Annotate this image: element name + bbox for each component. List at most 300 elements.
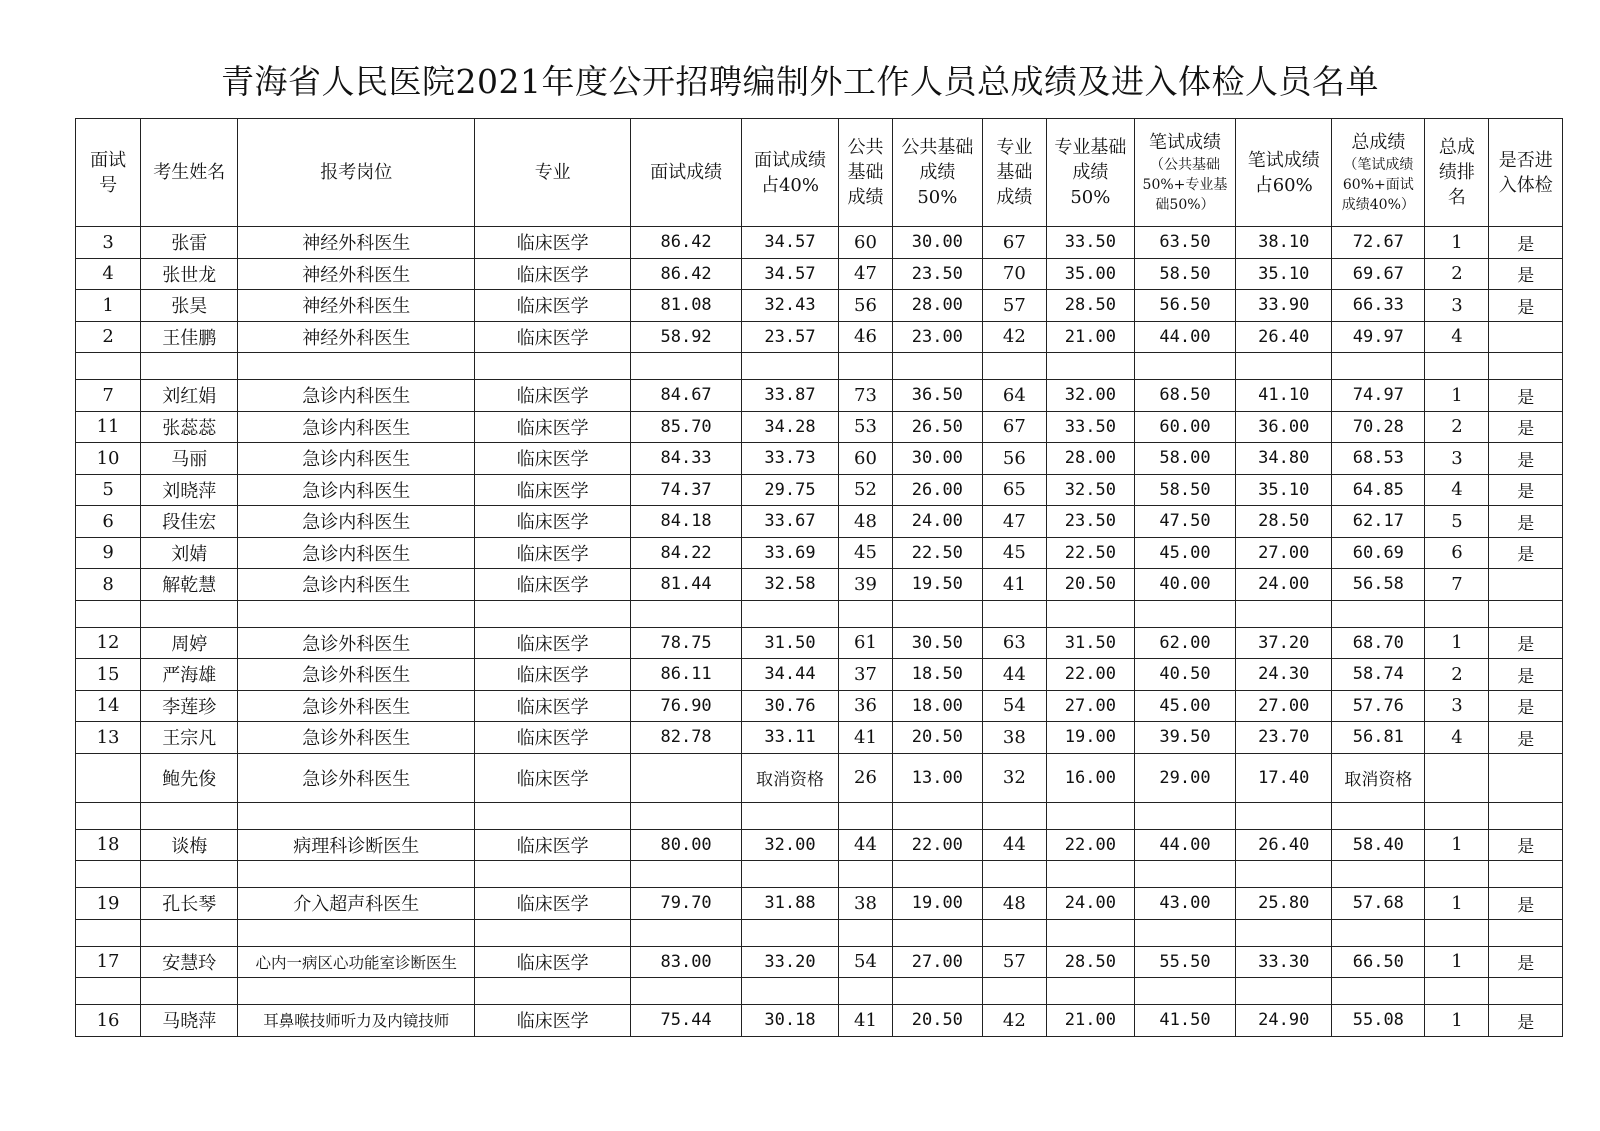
cell-written-score: 43.00: [1134, 888, 1235, 920]
cell-rank: 1: [1425, 1005, 1489, 1037]
cell-major-basic-50: [1046, 978, 1134, 1005]
cell-name: 李莲珍: [141, 690, 238, 722]
cell-public-basic: [839, 978, 893, 1005]
cell-total-score: 66.50: [1332, 946, 1425, 978]
cell-physical-exam: [1489, 753, 1563, 802]
cell-total-score: 74.97: [1332, 380, 1425, 412]
cell-rank: 2: [1425, 659, 1489, 691]
cell-public-basic: 36: [839, 690, 893, 722]
cell-major-basic: [982, 919, 1046, 946]
cell-interview-no: [76, 600, 141, 627]
cell-physical-exam: [1489, 321, 1563, 353]
cell-major: [475, 978, 631, 1005]
table-row: [76, 258, 1563, 290]
cell-written-score: [1134, 600, 1235, 627]
table-row: [76, 227, 1563, 259]
cell-public-basic-50: [892, 861, 982, 888]
cell-public-basic: [839, 600, 893, 627]
cell-written-score: 45.00: [1134, 537, 1235, 569]
cell-written-score: 29.00: [1134, 753, 1235, 802]
cell-interview-40: 29.75: [741, 474, 838, 506]
cell-interview-40: [741, 919, 838, 946]
table-row: [76, 722, 1563, 754]
cell-total-score: 64.85: [1332, 474, 1425, 506]
cell-interview-no: 6: [76, 506, 141, 538]
cell-major-basic: 44: [982, 659, 1046, 691]
cell-total-score: [1332, 919, 1425, 946]
cell-physical-exam: [1489, 919, 1563, 946]
cell-name: 张雷: [141, 227, 238, 259]
cell-rank: [1425, 978, 1489, 1005]
cell-rank: 7: [1425, 569, 1489, 601]
cell-name: 段佳宏: [141, 506, 238, 538]
cell-rank: 3: [1425, 443, 1489, 475]
cell-written-60: [1236, 919, 1332, 946]
cell-physical-exam: 是: [1489, 888, 1563, 920]
cell-total-score: [1332, 861, 1425, 888]
cell-physical-exam: 是: [1489, 443, 1563, 475]
cell-name: 鲍先俊: [141, 753, 238, 802]
cell-public-basic: 60: [839, 443, 893, 475]
cell-interview-no: 12: [76, 627, 141, 659]
cell-public-basic-50: 27.00: [892, 946, 982, 978]
cell-total-score: 58.40: [1332, 829, 1425, 861]
cell-major-basic-50: [1046, 919, 1134, 946]
cell-written-60: 38.10: [1236, 227, 1332, 259]
cell-written-score: 58.50: [1134, 474, 1235, 506]
cell-written-60: 37.20: [1236, 627, 1332, 659]
table-row: [76, 946, 1563, 978]
spacer-row: [76, 978, 1563, 1005]
cell-name: 刘红娟: [141, 380, 238, 412]
cell-name: 张昊: [141, 290, 238, 322]
table-body: [76, 227, 1563, 1037]
cell-name: [141, 802, 238, 829]
cell-physical-exam: [1489, 978, 1563, 1005]
cell-position: 急诊外科医生: [238, 722, 475, 754]
cell-physical-exam: 是: [1489, 722, 1563, 754]
cell-written-60: [1236, 978, 1332, 1005]
cell-major-basic: 56: [982, 443, 1046, 475]
cell-major-basic: 42: [982, 321, 1046, 353]
cell-physical-exam: [1489, 861, 1563, 888]
cell-name: 解乾慧: [141, 569, 238, 601]
cell-public-basic: 46: [839, 321, 893, 353]
cell-public-basic-50: 30.50: [892, 627, 982, 659]
cell-total-score: [1332, 353, 1425, 380]
cell-major-basic: 67: [982, 411, 1046, 443]
cell-interview-no: 1: [76, 290, 141, 322]
cell-physical-exam: 是: [1489, 474, 1563, 506]
cell-interview-40: 33.73: [741, 443, 838, 475]
cell-interview-score: 81.08: [631, 290, 742, 322]
cell-written-score: 39.50: [1134, 722, 1235, 754]
cell-total-score: [1332, 802, 1425, 829]
cell-major-basic-50: 22.50: [1046, 537, 1134, 569]
cell-written-score: 56.50: [1134, 290, 1235, 322]
cell-interview-no: 15: [76, 659, 141, 691]
cell-position: 急诊外科医生: [238, 753, 475, 802]
cell-position: [238, 978, 475, 1005]
cell-interview-no: 16: [76, 1005, 141, 1037]
cell-name: 周婷: [141, 627, 238, 659]
cell-public-basic: 47: [839, 258, 893, 290]
cell-total-score: 69.67: [1332, 258, 1425, 290]
cell-major-basic: [982, 600, 1046, 627]
cell-total-score: 62.17: [1332, 506, 1425, 538]
cell-name: [141, 978, 238, 1005]
cell-public-basic: [839, 919, 893, 946]
cell-major-basic-50: 35.00: [1046, 258, 1134, 290]
header-public-basic: 公共基础成绩: [839, 119, 893, 227]
cell-rank: [1425, 919, 1489, 946]
cell-written-60: 23.70: [1236, 722, 1332, 754]
cell-public-basic-50: [892, 978, 982, 1005]
header-total-score: 总成绩 （笔试成绩60%+面试成绩40%）: [1332, 119, 1425, 227]
cell-public-basic: [839, 861, 893, 888]
cell-major-basic: 57: [982, 290, 1046, 322]
cell-public-basic: [839, 802, 893, 829]
cell-name: [141, 600, 238, 627]
cell-physical-exam: 是: [1489, 290, 1563, 322]
table-row: [76, 321, 1563, 353]
cell-public-basic-50: 23.00: [892, 321, 982, 353]
cell-position: 急诊内科医生: [238, 443, 475, 475]
cell-public-basic: 60: [839, 227, 893, 259]
cell-written-60: 35.10: [1236, 474, 1332, 506]
cell-major: 临床医学: [475, 537, 631, 569]
cell-position: 急诊内科医生: [238, 411, 475, 443]
cell-name: 严海雄: [141, 659, 238, 691]
cell-major-basic-50: 33.50: [1046, 411, 1134, 443]
cell-written-score: [1134, 919, 1235, 946]
cell-interview-score: 79.70: [631, 888, 742, 920]
cell-interview-40: 33.11: [741, 722, 838, 754]
cell-major: [475, 353, 631, 380]
header-written-score: 笔试成绩 （公共基础50%+专业基础50%）: [1134, 119, 1235, 227]
cell-name: 安慧玲: [141, 946, 238, 978]
cell-major-basic: 67: [982, 227, 1046, 259]
cell-position: 神经外科医生: [238, 290, 475, 322]
cell-major-basic-50: [1046, 861, 1134, 888]
cell-written-score: 40.00: [1134, 569, 1235, 601]
cell-public-basic: 37: [839, 659, 893, 691]
cell-written-60: 41.10: [1236, 380, 1332, 412]
table-row: [76, 537, 1563, 569]
cell-written-60: 17.40: [1236, 753, 1332, 802]
cell-interview-score: 76.90: [631, 690, 742, 722]
spacer-row: [76, 802, 1563, 829]
cell-position: [238, 802, 475, 829]
cell-written-60: [1236, 600, 1332, 627]
cell-major: 临床医学: [475, 829, 631, 861]
cell-public-basic-50: [892, 919, 982, 946]
table-row: [76, 474, 1563, 506]
table-row: [76, 1005, 1563, 1037]
cell-total-score: 68.53: [1332, 443, 1425, 475]
cell-physical-exam: 是: [1489, 258, 1563, 290]
table-row: [76, 659, 1563, 691]
cell-major-basic-50: 21.00: [1046, 321, 1134, 353]
cell-name: [141, 353, 238, 380]
cell-public-basic: 56: [839, 290, 893, 322]
cell-public-basic-50: [892, 353, 982, 380]
cell-total-score: 57.68: [1332, 888, 1425, 920]
cell-interview-no: 7: [76, 380, 141, 412]
cell-major: 临床医学: [475, 411, 631, 443]
cell-written-60: 24.90: [1236, 1005, 1332, 1037]
cell-written-score: 55.50: [1134, 946, 1235, 978]
cell-physical-exam: 是: [1489, 227, 1563, 259]
cell-major-basic-50: 19.00: [1046, 722, 1134, 754]
cell-position: 神经外科医生: [238, 258, 475, 290]
cell-major: 临床医学: [475, 474, 631, 506]
cell-rank: 5: [1425, 506, 1489, 538]
cell-physical-exam: 是: [1489, 659, 1563, 691]
cell-interview-40: 34.44: [741, 659, 838, 691]
cell-public-basic: 54: [839, 946, 893, 978]
cell-written-score: 58.00: [1134, 443, 1235, 475]
cell-public-basic: 61: [839, 627, 893, 659]
cell-interview-score: [631, 978, 742, 1005]
cell-interview-40: 34.28: [741, 411, 838, 443]
cell-public-basic: 45: [839, 537, 893, 569]
cell-rank: [1425, 753, 1489, 802]
cell-position: 神经外科医生: [238, 321, 475, 353]
cell-physical-exam: 是: [1489, 411, 1563, 443]
cell-major-basic-50: 22.00: [1046, 659, 1134, 691]
cell-interview-40: [741, 861, 838, 888]
cell-public-basic-50: 20.50: [892, 722, 982, 754]
cell-major-basic: 38: [982, 722, 1046, 754]
cell-name: 刘婧: [141, 537, 238, 569]
cell-major: 临床医学: [475, 227, 631, 259]
cell-rank: 4: [1425, 321, 1489, 353]
spacer-row: [76, 600, 1563, 627]
cell-written-score: 44.00: [1134, 829, 1235, 861]
cell-name: 王宗凡: [141, 722, 238, 754]
cell-interview-score: 80.00: [631, 829, 742, 861]
cell-major-basic: [982, 861, 1046, 888]
cell-written-60: 34.80: [1236, 443, 1332, 475]
header-rank: 总成绩排名: [1425, 119, 1489, 227]
cell-position: [238, 600, 475, 627]
cell-position: 急诊内科医生: [238, 569, 475, 601]
table-row: [76, 411, 1563, 443]
header-major-basic-50: 专业基础成绩50%: [1046, 119, 1134, 227]
cell-public-basic-50: 28.00: [892, 290, 982, 322]
cell-interview-40: 33.87: [741, 380, 838, 412]
cell-physical-exam: 是: [1489, 380, 1563, 412]
cell-major-basic: 57: [982, 946, 1046, 978]
cell-physical-exam: 是: [1489, 506, 1563, 538]
cell-public-basic-50: 26.50: [892, 411, 982, 443]
cell-interview-40: 30.76: [741, 690, 838, 722]
cell-physical-exam: 是: [1489, 627, 1563, 659]
cell-interview-score: 85.70: [631, 411, 742, 443]
table-row: [76, 443, 1563, 475]
cell-position: [238, 919, 475, 946]
cell-major-basic-50: [1046, 802, 1134, 829]
cell-major-basic: 44: [982, 829, 1046, 861]
cell-total-score: 55.08: [1332, 1005, 1425, 1037]
cell-interview-score: 81.44: [631, 569, 742, 601]
cell-written-score: [1134, 802, 1235, 829]
cell-interview-no: [76, 919, 141, 946]
cell-total-score: [1332, 978, 1425, 1005]
header-row: [76, 119, 1563, 227]
cell-interview-score: [631, 802, 742, 829]
cell-position: [238, 861, 475, 888]
cell-name: 张世龙: [141, 258, 238, 290]
cell-major-basic: 32: [982, 753, 1046, 802]
cell-major: 临床医学: [475, 569, 631, 601]
cell-total-score: 58.74: [1332, 659, 1425, 691]
cell-rank: 3: [1425, 690, 1489, 722]
cell-physical-exam: [1489, 353, 1563, 380]
cell-written-score: 41.50: [1134, 1005, 1235, 1037]
cell-major: 临床医学: [475, 380, 631, 412]
cell-total-score: 68.70: [1332, 627, 1425, 659]
cell-interview-no: [76, 353, 141, 380]
header-major-basic: 专业基础成绩: [982, 119, 1046, 227]
cell-interview-40: 31.88: [741, 888, 838, 920]
cell-interview-40: [741, 353, 838, 380]
cell-rank: [1425, 353, 1489, 380]
cell-major: 临床医学: [475, 321, 631, 353]
cell-position: 急诊外科医生: [238, 659, 475, 691]
cell-interview-score: 83.00: [631, 946, 742, 978]
cell-public-basic-50: 36.50: [892, 380, 982, 412]
cell-written-score: 68.50: [1134, 380, 1235, 412]
cell-total-score: 72.67: [1332, 227, 1425, 259]
header-name: 考生姓名: [141, 119, 238, 227]
cell-major-basic: 42: [982, 1005, 1046, 1037]
cell-interview-40: 23.57: [741, 321, 838, 353]
cell-rank: 1: [1425, 227, 1489, 259]
cell-major: [475, 802, 631, 829]
cell-rank: 3: [1425, 290, 1489, 322]
cell-interview-score: 86.42: [631, 227, 742, 259]
cell-public-basic-50: 18.50: [892, 659, 982, 691]
cell-interview-no: 11: [76, 411, 141, 443]
cell-public-basic: 48: [839, 506, 893, 538]
cell-position: 介入超声科医生: [238, 888, 475, 920]
cell-public-basic: 26: [839, 753, 893, 802]
spacer-row: [76, 919, 1563, 946]
cell-major-basic: 65: [982, 474, 1046, 506]
cell-major: 临床医学: [475, 722, 631, 754]
cell-name: 马晓萍: [141, 1005, 238, 1037]
cell-major-basic-50: 24.00: [1046, 888, 1134, 920]
cell-major-basic-50: 22.00: [1046, 829, 1134, 861]
cell-interview-no: 13: [76, 722, 141, 754]
cell-interview-no: [76, 753, 141, 802]
cell-interview-no: 18: [76, 829, 141, 861]
table-row: [76, 380, 1563, 412]
table-row: [76, 690, 1563, 722]
cell-interview-score: [631, 861, 742, 888]
cell-major: 临床医学: [475, 946, 631, 978]
table-row: [76, 627, 1563, 659]
cell-written-60: 24.30: [1236, 659, 1332, 691]
cell-total-score: 56.81: [1332, 722, 1425, 754]
cell-interview-40: 33.69: [741, 537, 838, 569]
cell-major: 临床医学: [475, 443, 631, 475]
cell-public-basic-50: 24.00: [892, 506, 982, 538]
header-position: 报考岗位: [238, 119, 475, 227]
cell-interview-score: 84.33: [631, 443, 742, 475]
cell-public-basic-50: 30.00: [892, 443, 982, 475]
table-row: [76, 569, 1563, 601]
cell-major-basic-50: 28.50: [1046, 290, 1134, 322]
cell-public-basic: [839, 353, 893, 380]
cell-interview-no: 8: [76, 569, 141, 601]
cell-written-60: 25.80: [1236, 888, 1332, 920]
cell-interview-40: 取消资格: [741, 753, 838, 802]
spacer-row: [76, 861, 1563, 888]
cell-major-basic-50: [1046, 600, 1134, 627]
cell-total-score: 57.76: [1332, 690, 1425, 722]
cell-public-basic: 53: [839, 411, 893, 443]
cell-total-score: 56.58: [1332, 569, 1425, 601]
cell-public-basic: 38: [839, 888, 893, 920]
cell-written-score: [1134, 978, 1235, 1005]
cell-interview-score: [631, 353, 742, 380]
results-table: [75, 118, 1563, 1037]
cell-written-60: [1236, 861, 1332, 888]
cell-major-basic-50: 32.00: [1046, 380, 1134, 412]
cell-interview-score: [631, 919, 742, 946]
cell-interview-40: 33.67: [741, 506, 838, 538]
cell-written-60: [1236, 802, 1332, 829]
cell-total-score: 取消资格: [1332, 753, 1425, 802]
cell-major: [475, 861, 631, 888]
cell-written-60: 24.00: [1236, 569, 1332, 601]
cell-major-basic: 54: [982, 690, 1046, 722]
cell-written-60: 36.00: [1236, 411, 1332, 443]
cell-interview-no: [76, 861, 141, 888]
cell-name: 王佳鹏: [141, 321, 238, 353]
spacer-row: [76, 353, 1563, 380]
cell-interview-40: 32.00: [741, 829, 838, 861]
cell-rank: 1: [1425, 888, 1489, 920]
cell-major-basic-50: 16.00: [1046, 753, 1134, 802]
cell-total-score: 60.69: [1332, 537, 1425, 569]
header-interview-no: 面试号: [76, 119, 141, 227]
cell-major-basic: 47: [982, 506, 1046, 538]
cell-written-60: 33.90: [1236, 290, 1332, 322]
cell-public-basic: 41: [839, 722, 893, 754]
cell-major-basic-50: 28.50: [1046, 946, 1134, 978]
cell-name: [141, 919, 238, 946]
cell-interview-no: 4: [76, 258, 141, 290]
cell-written-60: 27.00: [1236, 537, 1332, 569]
cell-public-basic-50: [892, 600, 982, 627]
cell-physical-exam: 是: [1489, 829, 1563, 861]
cell-major-basic-50: 23.50: [1046, 506, 1134, 538]
cell-interview-score: [631, 753, 742, 802]
cell-interview-40: 32.43: [741, 290, 838, 322]
cell-written-score: 58.50: [1134, 258, 1235, 290]
cell-interview-40: 31.50: [741, 627, 838, 659]
cell-physical-exam: [1489, 802, 1563, 829]
cell-written-60: [1236, 353, 1332, 380]
cell-major-basic-50: 20.50: [1046, 569, 1134, 601]
cell-position: 急诊内科医生: [238, 380, 475, 412]
cell-rank: [1425, 802, 1489, 829]
cell-interview-no: 10: [76, 443, 141, 475]
